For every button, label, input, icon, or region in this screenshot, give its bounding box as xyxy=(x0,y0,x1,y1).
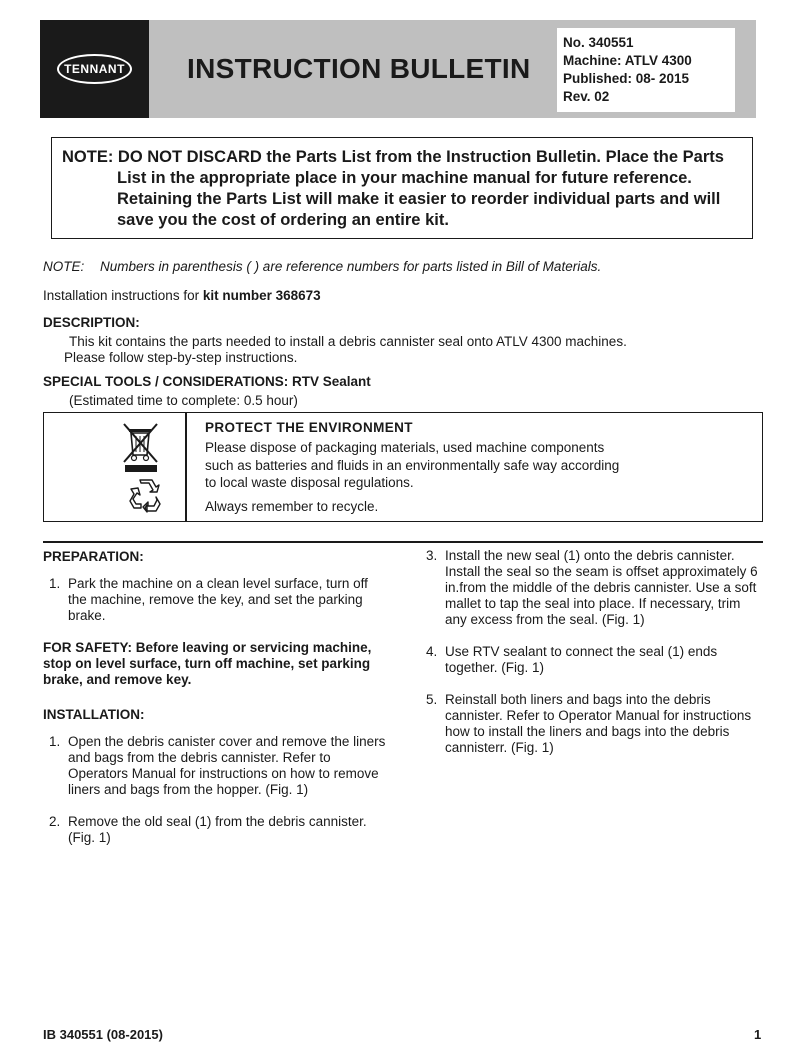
bulletin-number: No. 340551 xyxy=(563,35,634,50)
special-tools-heading: SPECIAL TOOLS / CONSIDERATIONS: RTV Sealant xyxy=(43,374,371,389)
bulletin-rev: Rev. 02 xyxy=(563,89,610,104)
environment-recycle: Always remember to recycle. xyxy=(205,499,379,514)
preparation-heading: PREPARATION: xyxy=(43,549,144,564)
bulletin-machine: Machine: ATLV 4300 xyxy=(563,53,692,68)
safety-warning: FOR SAFETY: Before leaving or servicing machine, stop on level surface, turn off machine, set parking brake, and remove key. xyxy=(43,640,372,687)
step-text: Reinstall both liners and bags into the debris cannister. Refer to Operator Manual for instructions how to install the liners and bags into the debris cannisterr. (Fig. 1) xyxy=(445,692,752,755)
page-title: INSTRUCTION BULLETIN xyxy=(187,53,531,84)
environment-line3: to local waste disposal regulations. xyxy=(205,475,414,490)
environment-divider xyxy=(185,412,187,522)
step-text: Open the debris canister cover and remove the liners and bags from the debris cannister. Refer to Operators Manual for instructions on how to remove liners and bags from the hopper. (Fig. 1) xyxy=(68,734,386,797)
list-item xyxy=(420,644,765,676)
note-label: NOTE: xyxy=(43,259,85,274)
section-rule xyxy=(43,541,763,543)
description-heading: DESCRIPTION: xyxy=(43,315,140,330)
step-text: Use RTV sealant to connect the seal (1) ends together. (Fig. 1) xyxy=(445,644,718,675)
installation-heading: INSTALLATION: xyxy=(43,707,145,722)
tennant-logo: TENNANT xyxy=(57,54,132,84)
left-column xyxy=(43,549,388,862)
environment-line2: such as batteries and fluids in an environmentally safe way according xyxy=(205,458,620,473)
step-number: 1. xyxy=(49,576,61,591)
right-column xyxy=(420,548,765,772)
list-item xyxy=(43,734,388,798)
step-text: Install the new seal (1) onto the debris cannister. Install the seal so the seam is offset approximately 6 in.from the middle of the debris cannister. Use a soft mallet to tap the seal into place. If necessary, trim any excess from the seal. (Fig. 1) xyxy=(445,548,758,627)
step-number: 5. xyxy=(426,692,438,707)
description-line1: This kit contains the parts needed to install a debris cannister seal onto ATLV 4300 machines. xyxy=(69,334,627,349)
bulletin-published: Published: 08- 2015 xyxy=(563,71,690,86)
environment-line1: Please dispose of packaging materials, used machine components xyxy=(205,440,605,455)
note-text: Numbers in parenthesis ( ) are reference numbers for parts listed in Bill of Materials. xyxy=(100,259,602,274)
step-number: 4. xyxy=(426,644,438,659)
step-text: Remove the old seal (1) from the debris cannister. (Fig. 1) xyxy=(68,814,367,845)
list-item xyxy=(420,692,765,756)
notice-text: NOTE: DO NOT DISCARD the Parts List from the Instruction Bulletin. Place the Parts List in the appropriate place in your machine manual for future reference. Retaining the Parts List will make it easier to reorder individual parts and will save you the cost of ordering an entire kit. xyxy=(62,148,724,229)
list-item xyxy=(43,814,388,846)
list-item xyxy=(420,548,765,628)
estimated-time: (Estimated time to complete: 0.5 hour) xyxy=(69,393,298,408)
footer-doc-id: IB 340551 (08-2015) xyxy=(43,1027,163,1042)
environment-heading: PROTECT THE ENVIRONMENT xyxy=(205,420,413,435)
kit-line xyxy=(43,288,321,304)
recycle-icon xyxy=(128,479,162,513)
step-number: 1. xyxy=(49,734,61,749)
kit-number: kit number 368673 xyxy=(202,288,321,303)
wheelie-bin-crossed-icon xyxy=(121,421,163,473)
step-text: Park the machine on a clean level surface, turn off the machine, remove the key, and set the parking brake. xyxy=(68,576,368,623)
list-item xyxy=(43,576,388,624)
step-number: 2. xyxy=(49,814,61,829)
kit-line-prefix: Installation instructions for xyxy=(43,288,203,303)
step-number: 3. xyxy=(426,548,438,563)
page-number: 1 xyxy=(754,1027,762,1042)
description-line2: Please follow step-by-step instructions. xyxy=(64,350,298,365)
